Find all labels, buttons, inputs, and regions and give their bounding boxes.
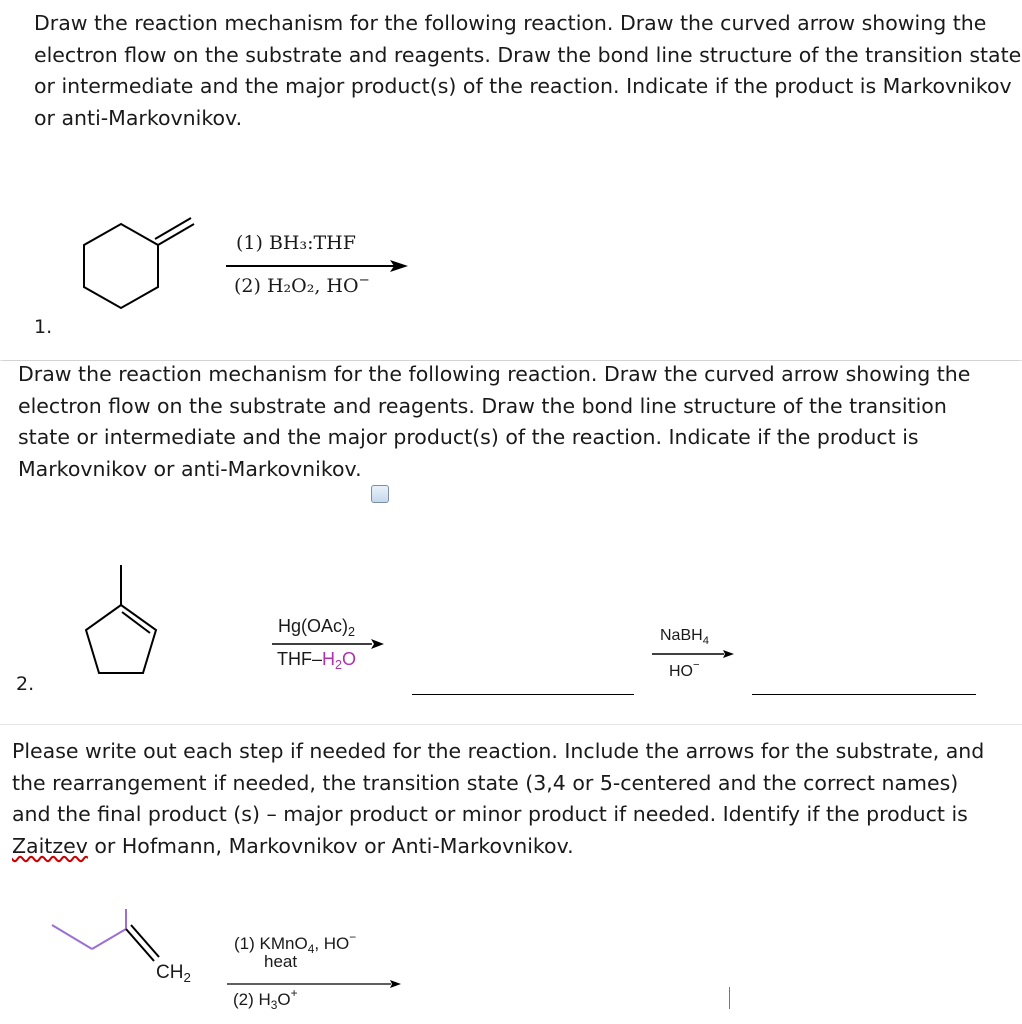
problem-2-reagent-2-bottom bbox=[669, 659, 700, 681]
problem-2-reagent-1-bottom bbox=[277, 649, 356, 672]
problem-2-number: 2. bbox=[16, 673, 35, 695]
alkene-substrate-structure bbox=[50, 905, 160, 977]
problem-2-arrow-2 bbox=[652, 649, 734, 659]
problem-1-prompt: Draw the reaction mechanism for the following reaction. Draw the curved arrow showing the electron flow on the substrate and reagents. Draw the bond line structure of the transition state or intermediate and the major product(s) of the reaction. Indicate if the product is Markovnikov or anti-Markovnikov. bbox=[34, 11, 1022, 130]
water-h: H bbox=[322, 649, 335, 669]
kmno4-hydroxide-charge: − bbox=[349, 930, 357, 944]
answer-blank-intermediate[interactable] bbox=[412, 694, 634, 695]
hg-oac-subscript: 2 bbox=[348, 625, 356, 639]
hydroxide-charge: − bbox=[693, 659, 700, 671]
problem-2-panel bbox=[0, 361, 1022, 725]
kmno4-rest: , HO bbox=[314, 934, 350, 953]
problem-1-reaction-arrow bbox=[226, 259, 408, 273]
edit-image-icon[interactable] bbox=[371, 485, 389, 503]
problem-3-prompt-text: Please write out each step if needed for the reaction. Include the arrows for the substrate, and the rearrangement if needed, the transition state (3,4 or 5-centered and the correct names) and the final product (s) – major product or minor product if needed. Identify if the product is bbox=[12, 739, 985, 826]
methylcyclopentene-structure bbox=[78, 561, 164, 683]
water-subscript: 2 bbox=[335, 658, 343, 672]
ch2-text: CH bbox=[156, 962, 184, 983]
zaitzev-word: Zaitzev bbox=[12, 833, 88, 858]
text-cursor bbox=[729, 987, 730, 1009]
hydroxide-text: HO bbox=[669, 663, 693, 680]
problem-2-reagent-2-top bbox=[660, 627, 709, 647]
nabh4-text: NaBH bbox=[660, 627, 703, 644]
nabh4-subscript: 4 bbox=[702, 635, 709, 647]
hydronium-text: (2) H bbox=[233, 990, 271, 1009]
problem-3-panel bbox=[0, 725, 1022, 1024]
hydronium-charge: + bbox=[290, 986, 298, 1000]
problem-3-reagent-2 bbox=[233, 986, 298, 1012]
problem-1-reagent-step-1: (1) BH₃:THF bbox=[236, 232, 356, 254]
ch2-subscript: 2 bbox=[183, 970, 191, 985]
answer-blank-product[interactable] bbox=[752, 694, 976, 695]
heat-label: heat bbox=[264, 952, 298, 971]
ch2-label bbox=[156, 962, 191, 985]
kmno4-text: (1) KMnO bbox=[234, 934, 308, 953]
problem-3-prompt bbox=[12, 736, 1002, 862]
problem-2-reagent-1-top bbox=[278, 616, 355, 639]
thf-text: THF– bbox=[277, 649, 322, 669]
problem-1-number: 1. bbox=[34, 316, 53, 338]
problem-1-reagent-step-2 bbox=[234, 273, 370, 297]
problem-1-hydroxide-charge: − bbox=[358, 273, 370, 288]
kmno4-subscript: 4 bbox=[307, 942, 315, 956]
problem-1-panel bbox=[0, 0, 1022, 360]
water-o: O bbox=[342, 649, 357, 669]
methylenecyclohexane-structure bbox=[78, 210, 198, 310]
hydronium-subscript: 3 bbox=[270, 998, 278, 1012]
problem-3-prompt-end: or Hofmann, Markovnikov or Anti-Markovnikov. bbox=[87, 833, 574, 858]
problem-1-reagent-step-2-text: (2) H₂O₂, HO bbox=[234, 275, 359, 297]
hg-oac-text: Hg(OAc) bbox=[278, 616, 349, 636]
hydronium-o: O bbox=[277, 990, 291, 1009]
problem-2-prompt: Draw the reaction mechanism for the following reaction. Draw the curved arrow showing the electron flow on the substrate and reagents. Draw the bond line structure of the transition state or intermediate and the major product(s) of the reaction. Indicate if the product is Markovnikov or anti-Markovnikov. bbox=[18, 362, 971, 481]
